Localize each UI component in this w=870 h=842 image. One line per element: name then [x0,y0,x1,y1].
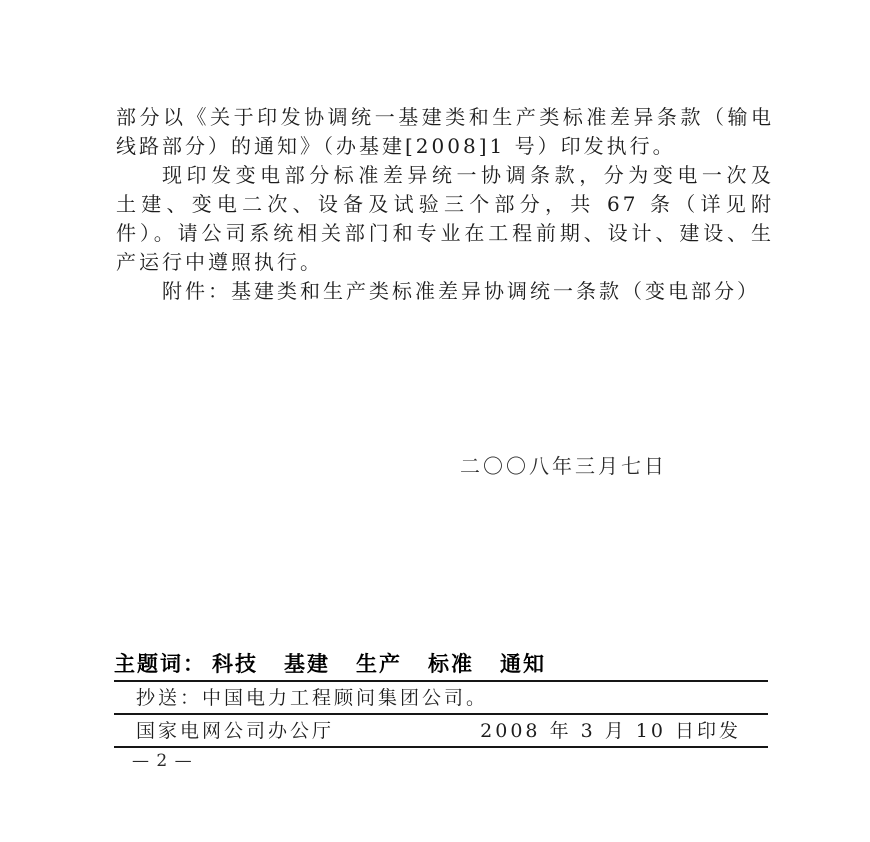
subject-keyword: 通知 [500,652,546,676]
subject-keyword: 基建 [284,652,330,676]
subject-keyword: 科技 [212,652,258,676]
cc-value: 中国电力工程顾问集团公司。 [202,687,489,709]
subject-keyword: 生产 [356,652,402,676]
document-footer [114,651,768,771]
body-line: 土建、变电二次、设备及试验三个部分，共 67 条（详见附 [116,192,774,216]
cc-label: 抄送： [136,687,203,709]
body-line: 现印发变电部分标准差异统一协调条款，分为变电一次及 [162,163,774,187]
paragraph-continuation [116,103,774,161]
page-number: — 2 — [132,751,193,771]
subject-keyword: 标准 [428,652,474,676]
issuing-office: 国家电网公司办公厅 [136,720,335,742]
subject-words-row [114,651,768,678]
document-body [116,103,774,306]
attachment-line: 附件：基建类和生产类标准差异协调统一条款（变电部分） [162,279,760,303]
print-date: 2008 年 3 月 10 日印发 [480,720,741,742]
issuer-row [114,715,768,746]
cc-row [114,682,768,713]
signature-date: 二〇〇八年三月七日 [460,454,667,478]
body-line: 线路部分）的通知》（办基建[2008]1 号）印发执行。 [116,134,676,158]
subject-label: 主题词： [114,652,206,676]
body-line: 产运行中遵照执行。 [116,250,323,274]
body-line: 件）。请公司系统相关部门和专业在工程前期、设计、建设、生 [116,221,774,245]
paragraph-notice [116,161,774,277]
body-line: 部分以《关于印发协调统一基建类和生产类标准差异条款（输电 [116,105,774,129]
